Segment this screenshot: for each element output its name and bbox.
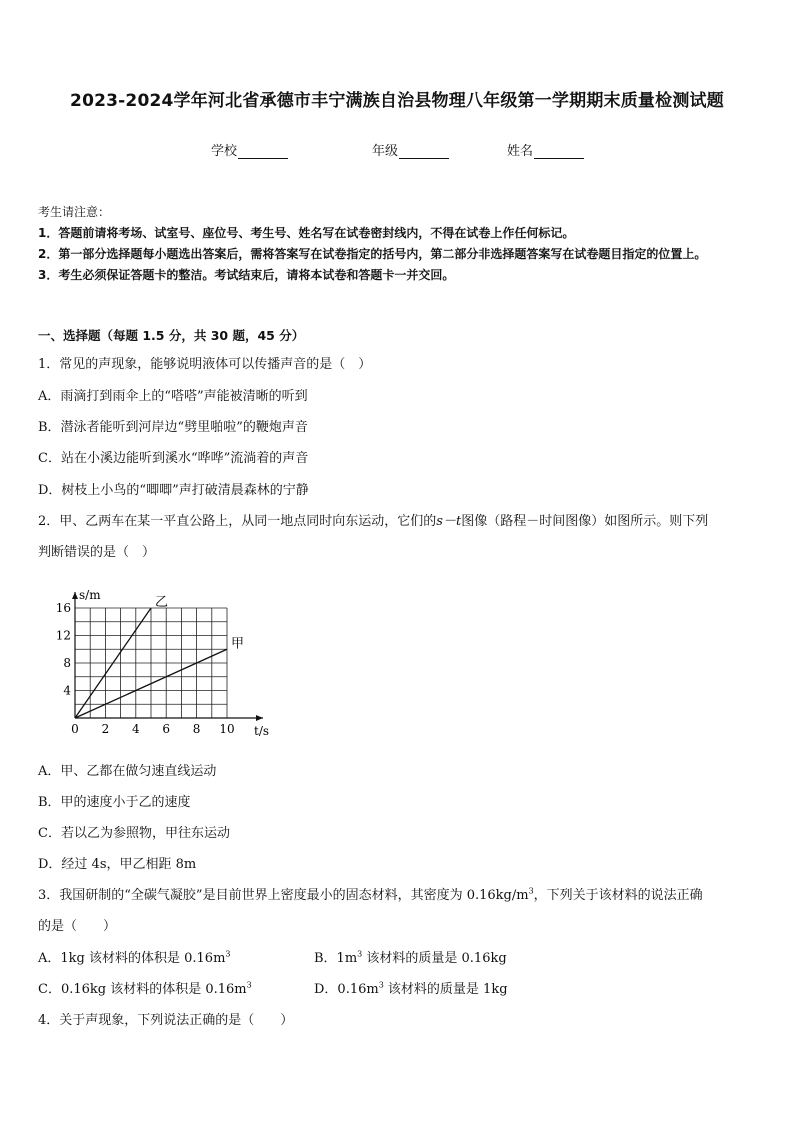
x-tick-label: 2 [101, 722, 110, 736]
q3-option-d-text: D．0.16m [314, 982, 379, 997]
q1-option-c: C．站在小溪边能听到溪水“哗哗”流淌着的声音 [38, 451, 309, 466]
q3-option-a-superscript: 3 [225, 949, 231, 959]
name-label: 姓名 [507, 144, 534, 159]
y-axis-arrow [72, 592, 78, 599]
q2-stem-part-b: 图像（路程－时间图像）如图所示。则下列 [461, 514, 709, 529]
q2-option-a: A．甲、乙都在做匀速直线运动 [38, 764, 217, 779]
q1-option-d: D．树枝上小鸟的“唧唧”声打破清晨森林的宁静 [38, 483, 309, 498]
q3-option-c [38, 978, 252, 997]
x-tick-label: 6 [162, 722, 171, 736]
grade-field [372, 140, 449, 159]
q3-stem-part-a: 3．我国研制的“全碳气凝胶”是目前世界上密度最小的固态材料，其密度为 0.16kg/m [38, 888, 529, 903]
school-field [211, 140, 288, 159]
grade-blank [399, 145, 449, 159]
name-field [507, 140, 584, 159]
notice-heading: 考生请注意： [38, 205, 111, 219]
q3-stem-superscript: 3 [528, 886, 534, 896]
x-axis-arrow [256, 715, 263, 721]
school-blank [238, 145, 288, 159]
q3-option-a [38, 947, 231, 966]
q2-option-c: C．若以乙为参照物，甲往东运动 [38, 826, 230, 841]
x-tick-label: 8 [192, 722, 201, 736]
q3-option-b-text-end: 该材料的质量是 0.16kg [362, 951, 507, 966]
exam-notice [38, 202, 758, 286]
y-tick-label: 8 [63, 656, 71, 670]
q2-stem-line2: 判断错误的是（ ） [38, 545, 156, 560]
chart-series [75, 595, 244, 718]
y-tick-label: 12 [55, 628, 71, 643]
q3-stem-part-b: ，下列关于该材料的说法正确 [533, 888, 703, 903]
section-heading: 一、选择题（每题 1.5 分，共 30 题，45 分） [38, 328, 305, 343]
chart-grid [75, 608, 227, 718]
series-label: 甲 [231, 636, 245, 652]
q2-stem [38, 510, 708, 529]
student-info-fields [0, 140, 794, 160]
q2-option-b: B．甲的速度小于乙的速度 [38, 795, 191, 810]
q2-stem-variable: s－t [436, 514, 462, 529]
q3-option-b-superscript: 3 [357, 949, 363, 959]
series-label: 乙 [155, 595, 169, 610]
q1-option-b: B．潜泳者能听到河岸边“劈里啪啦”的鞭炮声音 [38, 420, 308, 435]
x-tick-label: 0 [71, 722, 79, 736]
x-axis-label: t/s [254, 724, 270, 738]
x-tick-label: 4 [131, 722, 140, 736]
q3-stem [38, 884, 703, 903]
page-title: 2023-2024学年河北省承德市丰宁满族自治县物理八年级第一学期期末质量检测试题 [70, 91, 724, 111]
notice-item: 1．答题前请将考场、试室号、座位号、考生号、姓名写在试卷密封线内，不得在试卷上作任何标记。 [38, 226, 575, 240]
grade-label: 年级 [372, 144, 399, 159]
chart-ticks [56, 601, 235, 736]
school-label: 学校 [211, 144, 238, 159]
q3-option-c-superscript: 3 [246, 980, 252, 990]
y-tick-label: 16 [55, 601, 71, 615]
q4-stem: 4．关于声现象，下列说法正确的是（ ） [38, 1013, 294, 1028]
notice-item: 3．考生必须保证答题卡的整洁。考试结束后，请将本试卷和答题卡一并交回。 [38, 268, 455, 282]
q3-option-b-text: B．1m [314, 951, 358, 966]
notice-item: 2．第一部分选择题每小题选出答案后，需将答案写在试卷指定的括号内，第二部分非选择题答案写在试卷题目指定的位置上。 [38, 247, 707, 261]
q3-option-b [314, 947, 507, 966]
q1-stem: 1．常见的声现象，能够说明液体可以传播声音的是（ ） [38, 357, 372, 372]
q3-option-d [314, 978, 508, 997]
q3-stem-line2: 的是（ ） [38, 919, 117, 934]
q2-stem-part-a: 2．甲、乙两车在某一平直公路上，从同一地点同时向东运动，它们的 [38, 514, 437, 529]
q3-option-d-text-end: 该材料的质量是 1kg [383, 982, 508, 997]
q3-option-d-superscript: 3 [378, 980, 384, 990]
y-tick-label: 4 [63, 683, 71, 698]
q2-option-d: D．经过 4s，甲乙相距 8m [38, 857, 197, 872]
x-tick-label: 10 [219, 722, 235, 736]
st-graph [40, 582, 280, 742]
name-blank [534, 145, 584, 159]
q3-option-c-text: C．0.16kg 该材料的体积是 0.16m [38, 982, 247, 997]
q3-option-a-text: A．1kg 该材料的体积是 0.16m [38, 951, 226, 966]
q1-option-a: A．雨滴打到雨伞上的“嗒嗒”声能被清晰的听到 [38, 389, 308, 404]
y-axis-label: s/m [79, 588, 101, 602]
